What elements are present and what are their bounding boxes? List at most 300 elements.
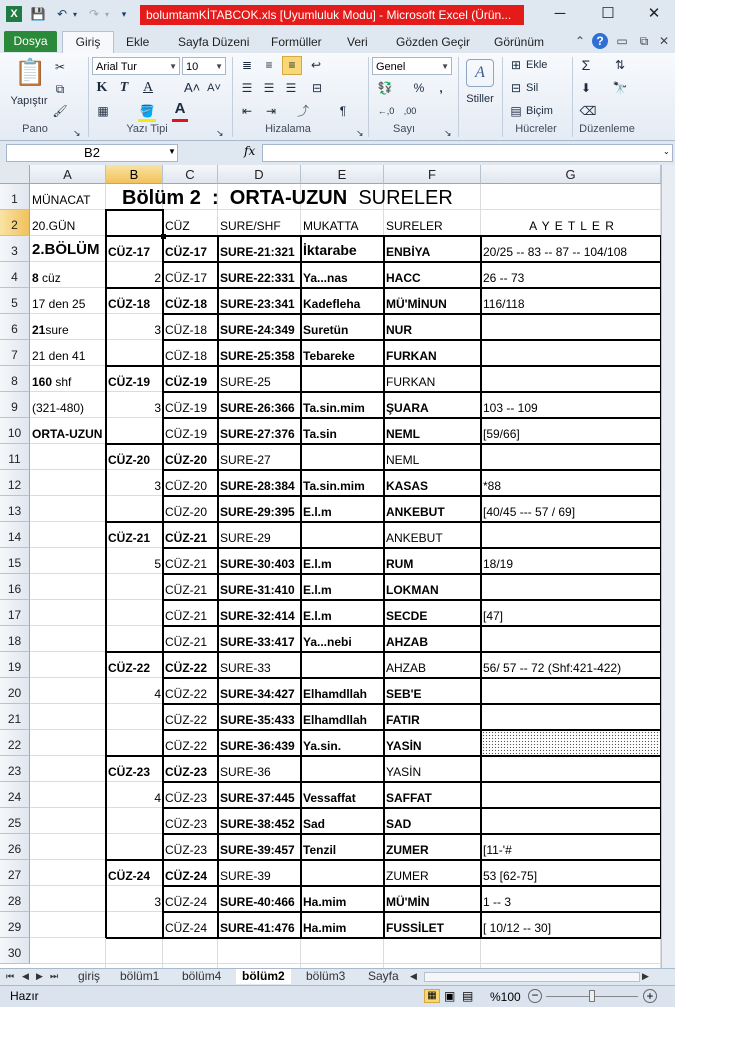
cell-c13[interactable]: CÜZ-20: [165, 505, 208, 519]
cell-f8[interactable]: FURKAN: [386, 375, 436, 389]
row-header[interactable]: 21: [0, 704, 30, 730]
cell-d8[interactable]: SURE-25: [220, 375, 271, 389]
cell-d4[interactable]: SURE-22:331: [220, 271, 295, 285]
column-header-g[interactable]: G: [481, 165, 661, 184]
font-color-icon[interactable]: A: [174, 100, 186, 117]
cell-a6[interactable]: [30, 314, 106, 340]
cell-c2[interactable]: CÜZ: [165, 219, 190, 233]
hscroll-left-icon[interactable]: ◀: [410, 971, 417, 981]
cell-g13[interactable]: [40/45 --- 57 / 69]: [483, 505, 576, 519]
close-icon[interactable]: ✕: [647, 5, 661, 22]
cell-c11[interactable]: CÜZ-20: [165, 453, 208, 467]
cell-g27[interactable]: 53 [62-75]: [483, 869, 538, 883]
cell-d28[interactable]: SURE-40:466: [220, 895, 295, 909]
cell-d26[interactable]: SURE-39:457: [220, 843, 295, 857]
cell-f26[interactable]: ZUMER: [386, 843, 429, 857]
styles-icon[interactable]: A: [466, 59, 494, 87]
row-header[interactable]: 8: [0, 366, 30, 392]
cell-f12[interactable]: KASAS: [386, 479, 429, 493]
cell-d17[interactable]: SURE-32:414: [220, 609, 295, 623]
worksheet-grid[interactable]: [0, 165, 675, 968]
cell-c26[interactable]: CÜZ-23: [165, 843, 208, 857]
row-header[interactable]: 23: [0, 756, 30, 782]
align-center-icon[interactable]: ☰: [263, 81, 275, 95]
align-top-icon[interactable]: ≣: [241, 58, 253, 72]
table-border: [163, 339, 661, 341]
vertical-scrollbar[interactable]: [661, 165, 675, 968]
doc-minimize-icon[interactable]: ▭: [616, 34, 628, 48]
cell-f18[interactable]: AHZAB: [386, 635, 428, 649]
sheet-tab-bolum4[interactable]: bölüm4: [182, 969, 222, 983]
cell-a8[interactable]: [30, 366, 106, 392]
column-header-c[interactable]: C: [163, 165, 218, 184]
cell-a3[interactable]: 2.BÖLÜM: [32, 241, 100, 258]
cell-g17[interactable]: [47]: [483, 609, 504, 623]
cell-b19[interactable]: CÜZ-22: [108, 661, 151, 675]
row-header[interactable]: 25: [0, 808, 30, 834]
cell-f3[interactable]: ENBİYA: [386, 245, 431, 259]
cell-b20[interactable]: 4: [154, 687, 161, 701]
row-header[interactable]: 14: [0, 522, 30, 548]
cell-b9[interactable]: 3: [154, 401, 161, 415]
cell-c25[interactable]: CÜZ-23: [165, 817, 208, 831]
active-cell-b2[interactable]: [105, 209, 164, 237]
column-header-a[interactable]: A: [30, 165, 106, 184]
wrap-text-icon[interactable]: ↩: [310, 58, 322, 72]
cell-d3[interactable]: SURE-21:321: [220, 245, 295, 259]
cell-d15[interactable]: SURE-30:403: [220, 557, 295, 571]
cell-c20[interactable]: CÜZ-22: [165, 687, 208, 701]
next-sheet-icon[interactable]: ▶: [36, 971, 43, 981]
tab-home[interactable]: Giriş: [62, 31, 114, 53]
find-select-icon[interactable]: 🔭: [612, 81, 628, 95]
cut-icon[interactable]: ✂: [54, 60, 66, 74]
cell-e16[interactable]: E.l.m: [303, 583, 332, 597]
doc-close-icon[interactable]: ✕: [658, 34, 670, 48]
cell-f9[interactable]: ŞUARA: [386, 401, 429, 415]
cell-a4[interactable]: [30, 262, 106, 288]
row-header[interactable]: 1: [0, 184, 30, 210]
zoom-in-icon[interactable]: +: [643, 989, 657, 1003]
align-right-icon[interactable]: ☰: [285, 81, 297, 95]
window-title: bolumtamKİTABCOK.xls [Uyumluluk Modu] - Microsoft Excel (Ürün...: [140, 5, 524, 25]
tab-insert[interactable]: Ekle: [126, 35, 150, 49]
currency-icon[interactable]: 💱: [377, 81, 393, 95]
underline-icon[interactable]: A: [142, 80, 154, 95]
cell-f29[interactable]: FUSSİLET: [386, 921, 445, 935]
save-icon[interactable]: 💾: [30, 7, 46, 21]
sheet-tab-bolum1[interactable]: bölüm1: [120, 969, 160, 983]
cell-c17[interactable]: CÜZ-21: [165, 609, 208, 623]
align-middle-icon[interactable]: ≡: [265, 58, 273, 72]
cell-d21[interactable]: SURE-35:433: [220, 713, 295, 727]
cell-a10[interactable]: ORTA-UZUN: [32, 427, 103, 441]
cell-d14[interactable]: SURE-29: [220, 531, 271, 545]
row-header[interactable]: 6: [0, 314, 30, 340]
table-border: [163, 417, 661, 419]
redo-icon[interactable]: ↷: [88, 7, 100, 21]
text-direction-icon[interactable]: ¶: [339, 104, 347, 118]
cell-f17[interactable]: SECDE: [386, 609, 428, 623]
cell-d24[interactable]: SURE-37:445: [220, 791, 295, 805]
cell-g2[interactable]: A Y E T L E R: [529, 219, 615, 233]
cell-f23[interactable]: YASİN: [386, 765, 422, 779]
cell-f10[interactable]: NEML: [386, 427, 420, 441]
fill-color-icon[interactable]: 🪣: [139, 104, 155, 118]
insert-function-icon[interactable]: fx: [244, 144, 256, 158]
cell-d20[interactable]: SURE-34:427: [220, 687, 295, 701]
cell-d16[interactable]: SURE-31:410: [220, 583, 295, 597]
cell-e7[interactable]: Tebareke: [303, 349, 355, 363]
cell-e18[interactable]: Ya...nebi: [303, 635, 352, 649]
undo-icon[interactable]: ↶: [56, 7, 68, 21]
autosum-icon[interactable]: Σ: [581, 57, 591, 73]
clear-icon[interactable]: ⌫: [579, 104, 597, 118]
column-header-e[interactable]: E: [301, 165, 384, 184]
cell-f16[interactable]: LOKMAN: [386, 583, 439, 597]
cell-e13[interactable]: E.l.m: [303, 505, 332, 519]
chevron-down-icon[interactable]: ▼: [168, 147, 176, 156]
delete-cells-icon[interactable]: ⊟: [510, 81, 522, 95]
doc-restore-icon[interactable]: ⧉: [639, 34, 649, 48]
font-launcher-icon[interactable]: ↘: [216, 128, 224, 138]
cell-b5[interactable]: CÜZ-18: [108, 297, 151, 311]
sheet-tab-sayfa[interactable]: Sayfa: [368, 969, 399, 983]
font-size-combo[interactable]: [182, 57, 226, 75]
cell-e29[interactable]: Ha.mim: [303, 921, 347, 935]
cell-c10[interactable]: CÜZ-19: [165, 427, 208, 441]
paste-button[interactable]: Yapıştır: [10, 95, 48, 107]
cell-d5[interactable]: SURE-23:341: [220, 297, 295, 311]
cell-f5[interactable]: MÜ'MİNUN: [386, 297, 447, 311]
cell-f27[interactable]: ZUMER: [386, 869, 429, 883]
shrink-font-icon[interactable]: A˅: [207, 82, 221, 94]
page-break-view-icon[interactable]: ▤: [462, 989, 474, 1003]
row-header[interactable]: 22: [0, 730, 30, 756]
table-border: [163, 781, 661, 783]
cell-c5[interactable]: CÜZ-18: [165, 297, 208, 311]
cell-g19[interactable]: 56/ 57 -- 72 (Shf:421-422): [483, 661, 622, 675]
sheet-title[interactable]: [120, 184, 480, 210]
cell-f24[interactable]: SAFFAT: [386, 791, 432, 805]
decrease-decimal-icon[interactable]: ,00: [403, 106, 417, 116]
cell-c6[interactable]: CÜZ-18: [165, 323, 208, 337]
cell-c15[interactable]: CÜZ-21: [165, 557, 208, 571]
prev-sheet-icon[interactable]: ◀: [22, 971, 29, 981]
row-header[interactable]: 27: [0, 860, 30, 886]
grow-font-icon[interactable]: A˄: [184, 80, 201, 95]
tab-file[interactable]: Dosya: [4, 31, 57, 52]
ribbon-minimize-icon[interactable]: ⌃: [574, 34, 586, 48]
cell-c24[interactable]: CÜZ-23: [165, 791, 208, 805]
row-header[interactable]: 24: [0, 782, 30, 808]
column-header-f[interactable]: F: [384, 165, 481, 184]
percent-icon[interactable]: %: [413, 81, 425, 95]
cell-b28[interactable]: 3: [154, 895, 161, 909]
cell-a9[interactable]: (321-480): [32, 401, 85, 415]
cell-c7[interactable]: CÜZ-18: [165, 349, 208, 363]
row-header[interactable]: 30: [0, 938, 30, 964]
cell-d18[interactable]: SURE-33:417: [220, 635, 295, 649]
row-header[interactable]: 4: [0, 262, 30, 288]
sheet-tab-giris[interactable]: giriş: [78, 969, 101, 983]
cell-e3[interactable]: İktarabe: [303, 242, 357, 258]
cell-f7[interactable]: FURKAN: [386, 349, 437, 363]
cell-b27[interactable]: CÜZ-24: [108, 869, 151, 883]
delete-cells-button[interactable]: Sil: [526, 82, 539, 94]
increase-indent-icon[interactable]: ⇥: [265, 104, 277, 118]
cell-b8[interactable]: CÜZ-19: [108, 375, 151, 389]
cell-d9[interactable]: SURE-26:366: [220, 401, 295, 415]
customize-qat-icon[interactable]: ▾: [121, 9, 127, 19]
cell-g15[interactable]: 18/19: [483, 557, 514, 571]
cell-c14[interactable]: CÜZ-21: [165, 531, 208, 545]
horizontal-scrollbar[interactable]: [424, 972, 640, 982]
zoom-slider-thumb[interactable]: [589, 990, 595, 1002]
cell-e5[interactable]: Kadefleha: [303, 297, 361, 311]
row-header[interactable]: 9: [0, 392, 30, 418]
hscroll-right-icon[interactable]: ▶: [642, 971, 649, 981]
cell-g28[interactable]: 1 -- 3: [483, 895, 512, 909]
cell-g10[interactable]: [59/66]: [483, 427, 520, 441]
comma-style-icon[interactable]: ,: [439, 81, 443, 95]
cell-c29[interactable]: CÜZ-24: [165, 921, 208, 935]
cell-b14[interactable]: CÜZ-21: [108, 531, 151, 545]
row-header[interactable]: 28: [0, 886, 30, 912]
row-header[interactable]: 5: [0, 288, 30, 314]
cell-f6[interactable]: NUR: [386, 323, 412, 337]
tab-data[interactable]: Veri: [347, 35, 368, 49]
minimize-icon[interactable]: ─: [554, 5, 566, 22]
cell-f15[interactable]: RUM: [386, 557, 414, 571]
cell-f28[interactable]: MÜ'MİN: [386, 895, 430, 909]
cell-f21[interactable]: FATIR: [386, 713, 420, 727]
cell-a1[interactable]: MÜNACAT: [32, 193, 91, 207]
increase-decimal-icon[interactable]: ←,0: [377, 106, 395, 116]
cell-c3[interactable]: CÜZ-17: [165, 245, 208, 259]
cell-a7[interactable]: 21 den 41: [32, 349, 86, 363]
cell-b23[interactable]: CÜZ-23: [108, 765, 151, 779]
cell-b3[interactable]: CÜZ-17: [108, 245, 151, 259]
cell-e4[interactable]: Ya...nas: [303, 271, 348, 285]
merge-center-icon[interactable]: ⊟: [311, 81, 323, 95]
format-cells-icon[interactable]: ▤: [510, 104, 522, 118]
cell-d13[interactable]: SURE-29:395: [220, 505, 295, 519]
cell-d2[interactable]: SURE/SHF: [220, 219, 281, 233]
cell-e15[interactable]: E.l.m: [303, 557, 332, 571]
select-all-corner[interactable]: [0, 165, 30, 184]
cell-d23[interactable]: SURE-36: [220, 765, 271, 779]
row-header[interactable]: 18: [0, 626, 30, 652]
cell-d12[interactable]: SURE-28:384: [220, 479, 295, 493]
cell-d22[interactable]: SURE-36:439: [220, 739, 295, 753]
cell-d25[interactable]: SURE-38:452: [220, 817, 295, 831]
zoom-out-icon[interactable]: −: [528, 989, 542, 1003]
cell-c28[interactable]: CÜZ-24: [165, 895, 208, 909]
cell-f22[interactable]: YASİN: [386, 739, 422, 753]
table-border: [106, 365, 163, 367]
styles-button[interactable]: Stiller: [466, 93, 494, 105]
cell-e22[interactable]: Ya.sin.: [303, 739, 342, 753]
italic-icon[interactable]: T: [119, 80, 129, 95]
alignment-launcher-icon[interactable]: ↘: [356, 128, 364, 138]
cell-d27[interactable]: SURE-39: [220, 869, 271, 883]
cell-c16[interactable]: CÜZ-21: [165, 583, 208, 597]
cell-e25[interactable]: Sad: [303, 817, 326, 831]
cell-d29[interactable]: SURE-41:476: [220, 921, 295, 935]
row-header[interactable]: 7: [0, 340, 30, 366]
maximize-icon[interactable]: ☐: [601, 5, 615, 22]
row-header[interactable]: 17: [0, 600, 30, 626]
cell-f2[interactable]: SURELER: [386, 219, 443, 233]
row-header[interactable]: 16: [0, 574, 30, 600]
orientation-icon[interactable]: ⤴: [296, 104, 309, 118]
first-sheet-icon[interactable]: ⏮: [6, 971, 15, 981]
row-header[interactable]: 12: [0, 470, 30, 496]
cell-e20[interactable]: Elhamdllah: [303, 687, 368, 701]
row-header[interactable]: 11: [0, 444, 30, 470]
cell-g3[interactable]: 20/25 -- 83 -- 87 -- 104/108: [483, 245, 628, 259]
number-launcher-icon[interactable]: ↘: [444, 128, 452, 138]
format-painter-icon[interactable]: 🖌: [52, 104, 68, 118]
page-layout-view-icon[interactable]: ▣: [444, 989, 456, 1003]
cell-e9[interactable]: Ta.sin.mim: [303, 401, 365, 415]
cell-c8[interactable]: CÜZ-19: [165, 375, 208, 389]
decrease-indent-icon[interactable]: ⇤: [241, 104, 253, 118]
name-box-value: B2: [84, 145, 100, 160]
cell-b6[interactable]: 3: [154, 323, 161, 337]
cell-a5[interactable]: 17 den 25: [32, 297, 86, 311]
cell-g12[interactable]: *88: [483, 479, 502, 493]
cell-f11[interactable]: NEML: [386, 453, 420, 467]
cell-g26[interactable]: [11-'#: [483, 843, 512, 857]
cell-e24[interactable]: Vessaffat: [303, 791, 356, 805]
column-header-d[interactable]: D: [218, 165, 301, 184]
gridline: [30, 963, 675, 964]
cell-c12[interactable]: CÜZ-20: [165, 479, 208, 493]
table-border: [163, 755, 661, 757]
cell-c23[interactable]: CÜZ-23: [165, 765, 208, 779]
table-border: [163, 599, 661, 601]
cell-a2[interactable]: 20.GÜN: [32, 219, 76, 233]
zoom-level[interactable]: %100: [490, 990, 521, 1004]
insert-cells-button[interactable]: Ekle: [526, 59, 548, 71]
cell-g29[interactable]: [ 10/12 -- 30]: [483, 921, 552, 935]
cell-c4[interactable]: CÜZ-17: [165, 271, 208, 285]
tab-page-layout[interactable]: Sayfa Düzeni: [178, 35, 250, 49]
group-separator: [572, 57, 573, 137]
formula-input[interactable]: [262, 144, 673, 162]
cell-d6[interactable]: SURE-24:349: [220, 323, 295, 337]
font-name-combo[interactable]: [92, 57, 180, 75]
table-border: [163, 235, 661, 237]
table-border: [163, 885, 661, 887]
sort-filter-icon[interactable]: ⇅: [614, 58, 626, 72]
fill-icon[interactable]: ⬇: [580, 81, 592, 95]
cell-c22[interactable]: CÜZ-22: [165, 739, 208, 753]
cell-e26[interactable]: Tenzil: [303, 843, 337, 857]
column-header-b[interactable]: B: [106, 165, 163, 184]
cell-g9[interactable]: 103 -- 109: [483, 401, 538, 415]
name-box[interactable]: [6, 144, 178, 162]
help-icon[interactable]: ?: [592, 33, 608, 49]
row-header[interactable]: 3: [0, 236, 30, 262]
cell-f25[interactable]: SAD: [386, 817, 412, 831]
cell-f13[interactable]: ANKEBUT: [386, 505, 445, 519]
table-border: [105, 236, 107, 938]
align-bottom-icon[interactable]: ≡: [282, 56, 302, 75]
cell-b15[interactable]: 5: [154, 557, 161, 571]
cell-e10[interactable]: Ta.sin: [303, 427, 337, 441]
bold-icon[interactable]: K: [96, 80, 108, 95]
borders-icon[interactable]: ▦: [97, 104, 109, 118]
last-sheet-icon[interactable]: ⏭: [50, 971, 59, 981]
cell-e28[interactable]: Ha.mim: [303, 895, 347, 909]
sheet-tab-bolum3[interactable]: bölüm3: [306, 969, 346, 983]
row-header[interactable]: 19: [0, 652, 30, 678]
row-header[interactable]: 26: [0, 834, 30, 860]
align-left-icon[interactable]: ☰: [241, 81, 253, 95]
row-header[interactable]: 29: [0, 912, 30, 938]
cell-b4[interactable]: 2: [154, 271, 161, 285]
cell-d7[interactable]: SURE-25:358: [220, 349, 295, 363]
cell-e6[interactable]: Suretün: [303, 323, 349, 337]
cell-c19[interactable]: CÜZ-22: [165, 661, 208, 675]
tab-formulas[interactable]: Formüller: [271, 35, 322, 49]
tab-view[interactable]: Görünüm: [494, 35, 545, 49]
row-header[interactable]: 15: [0, 548, 30, 574]
paste-icon[interactable]: 📋: [14, 57, 47, 87]
cell-g4[interactable]: 26 -- 73: [483, 271, 525, 285]
clipboard-launcher-icon[interactable]: ↘: [73, 128, 81, 138]
cell-e17[interactable]: E.l.m: [303, 609, 332, 623]
cell-f4[interactable]: HACC: [386, 271, 421, 285]
excel-app-icon[interactable]: X: [6, 6, 22, 22]
cell-b11[interactable]: CÜZ-20: [108, 453, 151, 467]
row-header[interactable]: 10: [0, 418, 30, 444]
expand-formula-bar-icon[interactable]: ⌄: [663, 147, 670, 156]
cell-d11[interactable]: SURE-27: [220, 453, 271, 467]
cell-e12[interactable]: Ta.sin.mim: [303, 479, 365, 493]
cell-c18[interactable]: CÜZ-21: [165, 635, 208, 649]
copy-icon[interactable]: ⧉: [55, 82, 65, 96]
insert-cells-icon[interactable]: ⊞: [510, 58, 522, 72]
sheet-tab-bolum2[interactable]: bölüm2: [236, 969, 291, 984]
cell-d19[interactable]: SURE-33: [220, 661, 271, 675]
cell-c9[interactable]: CÜZ-19: [165, 401, 208, 415]
cell-d10[interactable]: SURE-27:376: [220, 427, 295, 441]
row-header[interactable]: 13: [0, 496, 30, 522]
normal-view-icon[interactable]: ▦: [424, 989, 440, 1003]
tab-review[interactable]: Gözden Geçir: [396, 35, 471, 49]
cell-f19[interactable]: AHZAB: [386, 661, 427, 675]
undo-dropdown-icon[interactable]: ▾: [72, 10, 77, 19]
cell-e21[interactable]: Elhamdllah: [303, 713, 368, 727]
cell-g5[interactable]: 116/118: [483, 297, 525, 311]
cell-f14[interactable]: ANKEBUT: [386, 531, 443, 545]
cell-b12[interactable]: 3: [154, 479, 161, 493]
number-format-combo[interactable]: [372, 57, 452, 75]
cell-c21[interactable]: CÜZ-22: [165, 713, 208, 727]
format-cells-button[interactable]: Biçim: [526, 105, 553, 117]
row-header[interactable]: 2: [0, 210, 30, 236]
cell-b24[interactable]: 4: [154, 791, 161, 805]
cell-f20[interactable]: SEB'E: [386, 687, 422, 701]
cell-e2[interactable]: MUKATTA: [303, 219, 359, 233]
cell-c27[interactable]: CÜZ-24: [165, 869, 208, 883]
redo-dropdown-icon[interactable]: ▾: [104, 10, 109, 19]
row-header[interactable]: 20: [0, 678, 30, 704]
